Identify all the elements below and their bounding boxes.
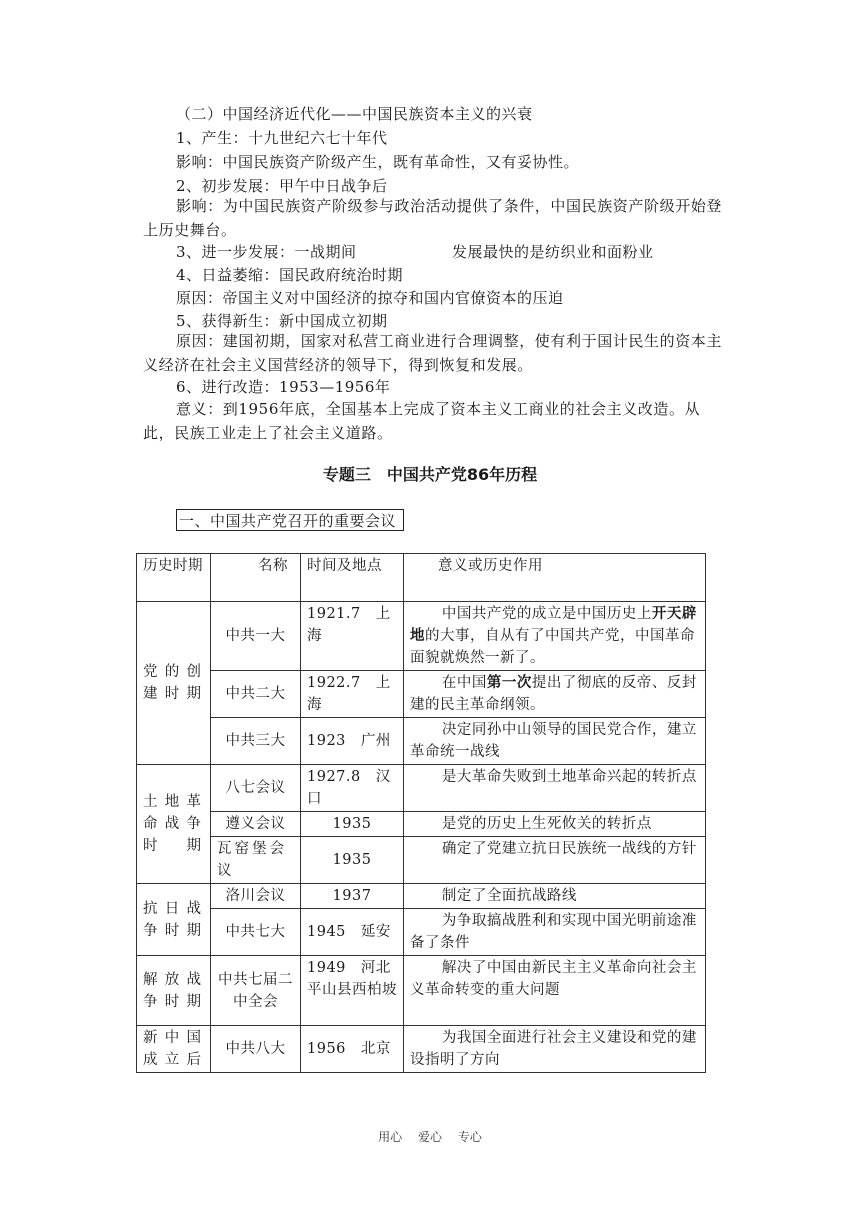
emphasis-text: 第一次 <box>486 674 532 691</box>
text-line: 1、产生：十九世纪六七十年代 <box>176 129 388 147</box>
meeting-significance: 在中国第一次提出了彻底的反帝、反封建的民主革命纲领。 <box>404 671 706 718</box>
header-name: 名称 <box>211 554 301 602</box>
header-period: 历史时期 <box>137 554 211 602</box>
meeting-time: 1922.7 上海 <box>301 671 404 718</box>
meeting-name: 中共七大 <box>211 909 301 956</box>
section-heading: （二）中国经济近代化——中国民族资本主义的兴衰 <box>176 105 533 123</box>
meeting-significance: 是大革命失败到土地革命兴起的转折点 <box>404 765 706 812</box>
table-row <box>137 1026 706 1073</box>
meeting-name: 中共一大 <box>211 602 301 671</box>
period-cell: 土地革命战争时期 <box>137 765 211 884</box>
text-line: 3、进一步发展：一战期间 <box>176 243 357 261</box>
table-row <box>137 718 706 765</box>
text-line: 4、日益萎缩：国民政府统治时期 <box>176 266 404 284</box>
meeting-name: 瓦窑堡会议 <box>211 837 301 884</box>
table-row <box>137 884 706 909</box>
meeting-name: 中共八大 <box>211 1026 301 1073</box>
meeting-name: 中共二大 <box>211 671 301 718</box>
text-line: 原因：帝国主义对中国经济的掠夺和国内官僚资本的压迫 <box>176 289 564 307</box>
meeting-significance: 为我国全面进行社会主义建设和党的建设指明了方向 <box>404 1026 706 1073</box>
table-header-row <box>137 554 706 602</box>
header-significance: 意义或历史作用 <box>404 554 706 602</box>
text-line: 发展最快的是纺织业和面粉业 <box>452 243 654 261</box>
meeting-significance: 中国共产党的成立是中国历史上开天辟地的大事，自从有了中国共产党，中国革命面貌就焕然一新了。 <box>404 602 706 671</box>
meeting-significance: 解决了中国由新民主主义革命向社会主义革命转变的重大问题 <box>404 956 706 1026</box>
meeting-time: 1945 延安 <box>301 909 404 956</box>
meeting-time: 1935 <box>301 812 404 837</box>
text-line: 影响：中国民族资产阶级产生，既有革命性，又有妥协性。 <box>176 153 580 171</box>
meeting-significance: 确定了党建立抗日民族统一战线的方针 <box>404 837 706 884</box>
period-cell: 党的创建时期 <box>137 602 211 765</box>
text-line: 6、进行改造：1953—1956年 <box>176 378 391 396</box>
meeting-significance: 制定了全面抗战路线 <box>404 884 706 909</box>
table-row <box>137 909 706 956</box>
meeting-time: 1937 <box>301 884 404 909</box>
text-line: 2、初步发展：甲午中日战争后 <box>176 177 388 195</box>
meeting-time: 1949 河北平山县西柏坡 <box>301 956 404 1026</box>
meeting-name: 中共三大 <box>211 718 301 765</box>
footer-text: 专心 <box>457 1130 482 1144</box>
table-row <box>137 956 706 1026</box>
meeting-time: 1923 广州 <box>301 718 404 765</box>
meetings-table <box>136 553 706 1073</box>
footer-text: 用心 <box>378 1130 403 1144</box>
subtitle-box: 一、中国共产党召开的重要会议 <box>176 509 404 531</box>
table-row <box>137 837 706 884</box>
meeting-name: 遵义会议 <box>211 812 301 837</box>
meeting-time: 1927.8 汉口 <box>301 765 404 812</box>
period-cell: 抗日战争时期 <box>137 884 211 956</box>
table-row <box>137 602 706 671</box>
meeting-time: 1921.7 上海 <box>301 602 404 671</box>
text-line: 5、获得新生：新中国成立初期 <box>176 312 388 330</box>
table-row <box>137 812 706 837</box>
meeting-significance: 决定同孙中山领导的国民党合作，建立革命统一战线 <box>404 718 706 765</box>
header-time: 时间及地点 <box>301 554 404 602</box>
period-cell: 新中国成立后 <box>137 1026 211 1073</box>
table-row <box>137 765 706 812</box>
meeting-name: 洛川会议 <box>211 884 301 909</box>
table-row <box>137 671 706 718</box>
topic-title: 专题三 中国共产党86年历程 <box>322 465 538 484</box>
emphasis-text: 开天辟地 <box>410 605 697 644</box>
meeting-significance: 是党的历史上生死攸关的转折点 <box>404 812 706 837</box>
text-paragraph: 意义：到1956年底，全国基本上完成了资本主义工商业的社会主义改造。从此，民族工业走上了社会主义道路。 <box>143 400 701 442</box>
meeting-time: 1956 北京 <box>301 1026 404 1073</box>
meeting-name: 中共七届二中全会 <box>211 956 301 1026</box>
text-paragraph: 原因：建国初期，国家对私营工商业进行合理调整，使有利于国计民生的资本主义经济在社会主义国营经济的领导下，得到恢复和发展。 <box>143 332 723 374</box>
text-paragraph: 影响：为中国民族资产阶级参与政治活动提供了条件，中国民族资产阶级开始登上历史舞台。 <box>143 197 723 239</box>
meeting-time: 1935 <box>301 837 404 884</box>
footer-text: 爱心 <box>417 1130 442 1144</box>
period-cell: 解放战争时期 <box>137 956 211 1026</box>
page-footer <box>0 1128 860 1145</box>
meeting-significance: 为争取搞战胜利和实现中国光明前途准备了条件 <box>404 909 706 956</box>
meeting-name: 八七会议 <box>211 765 301 812</box>
